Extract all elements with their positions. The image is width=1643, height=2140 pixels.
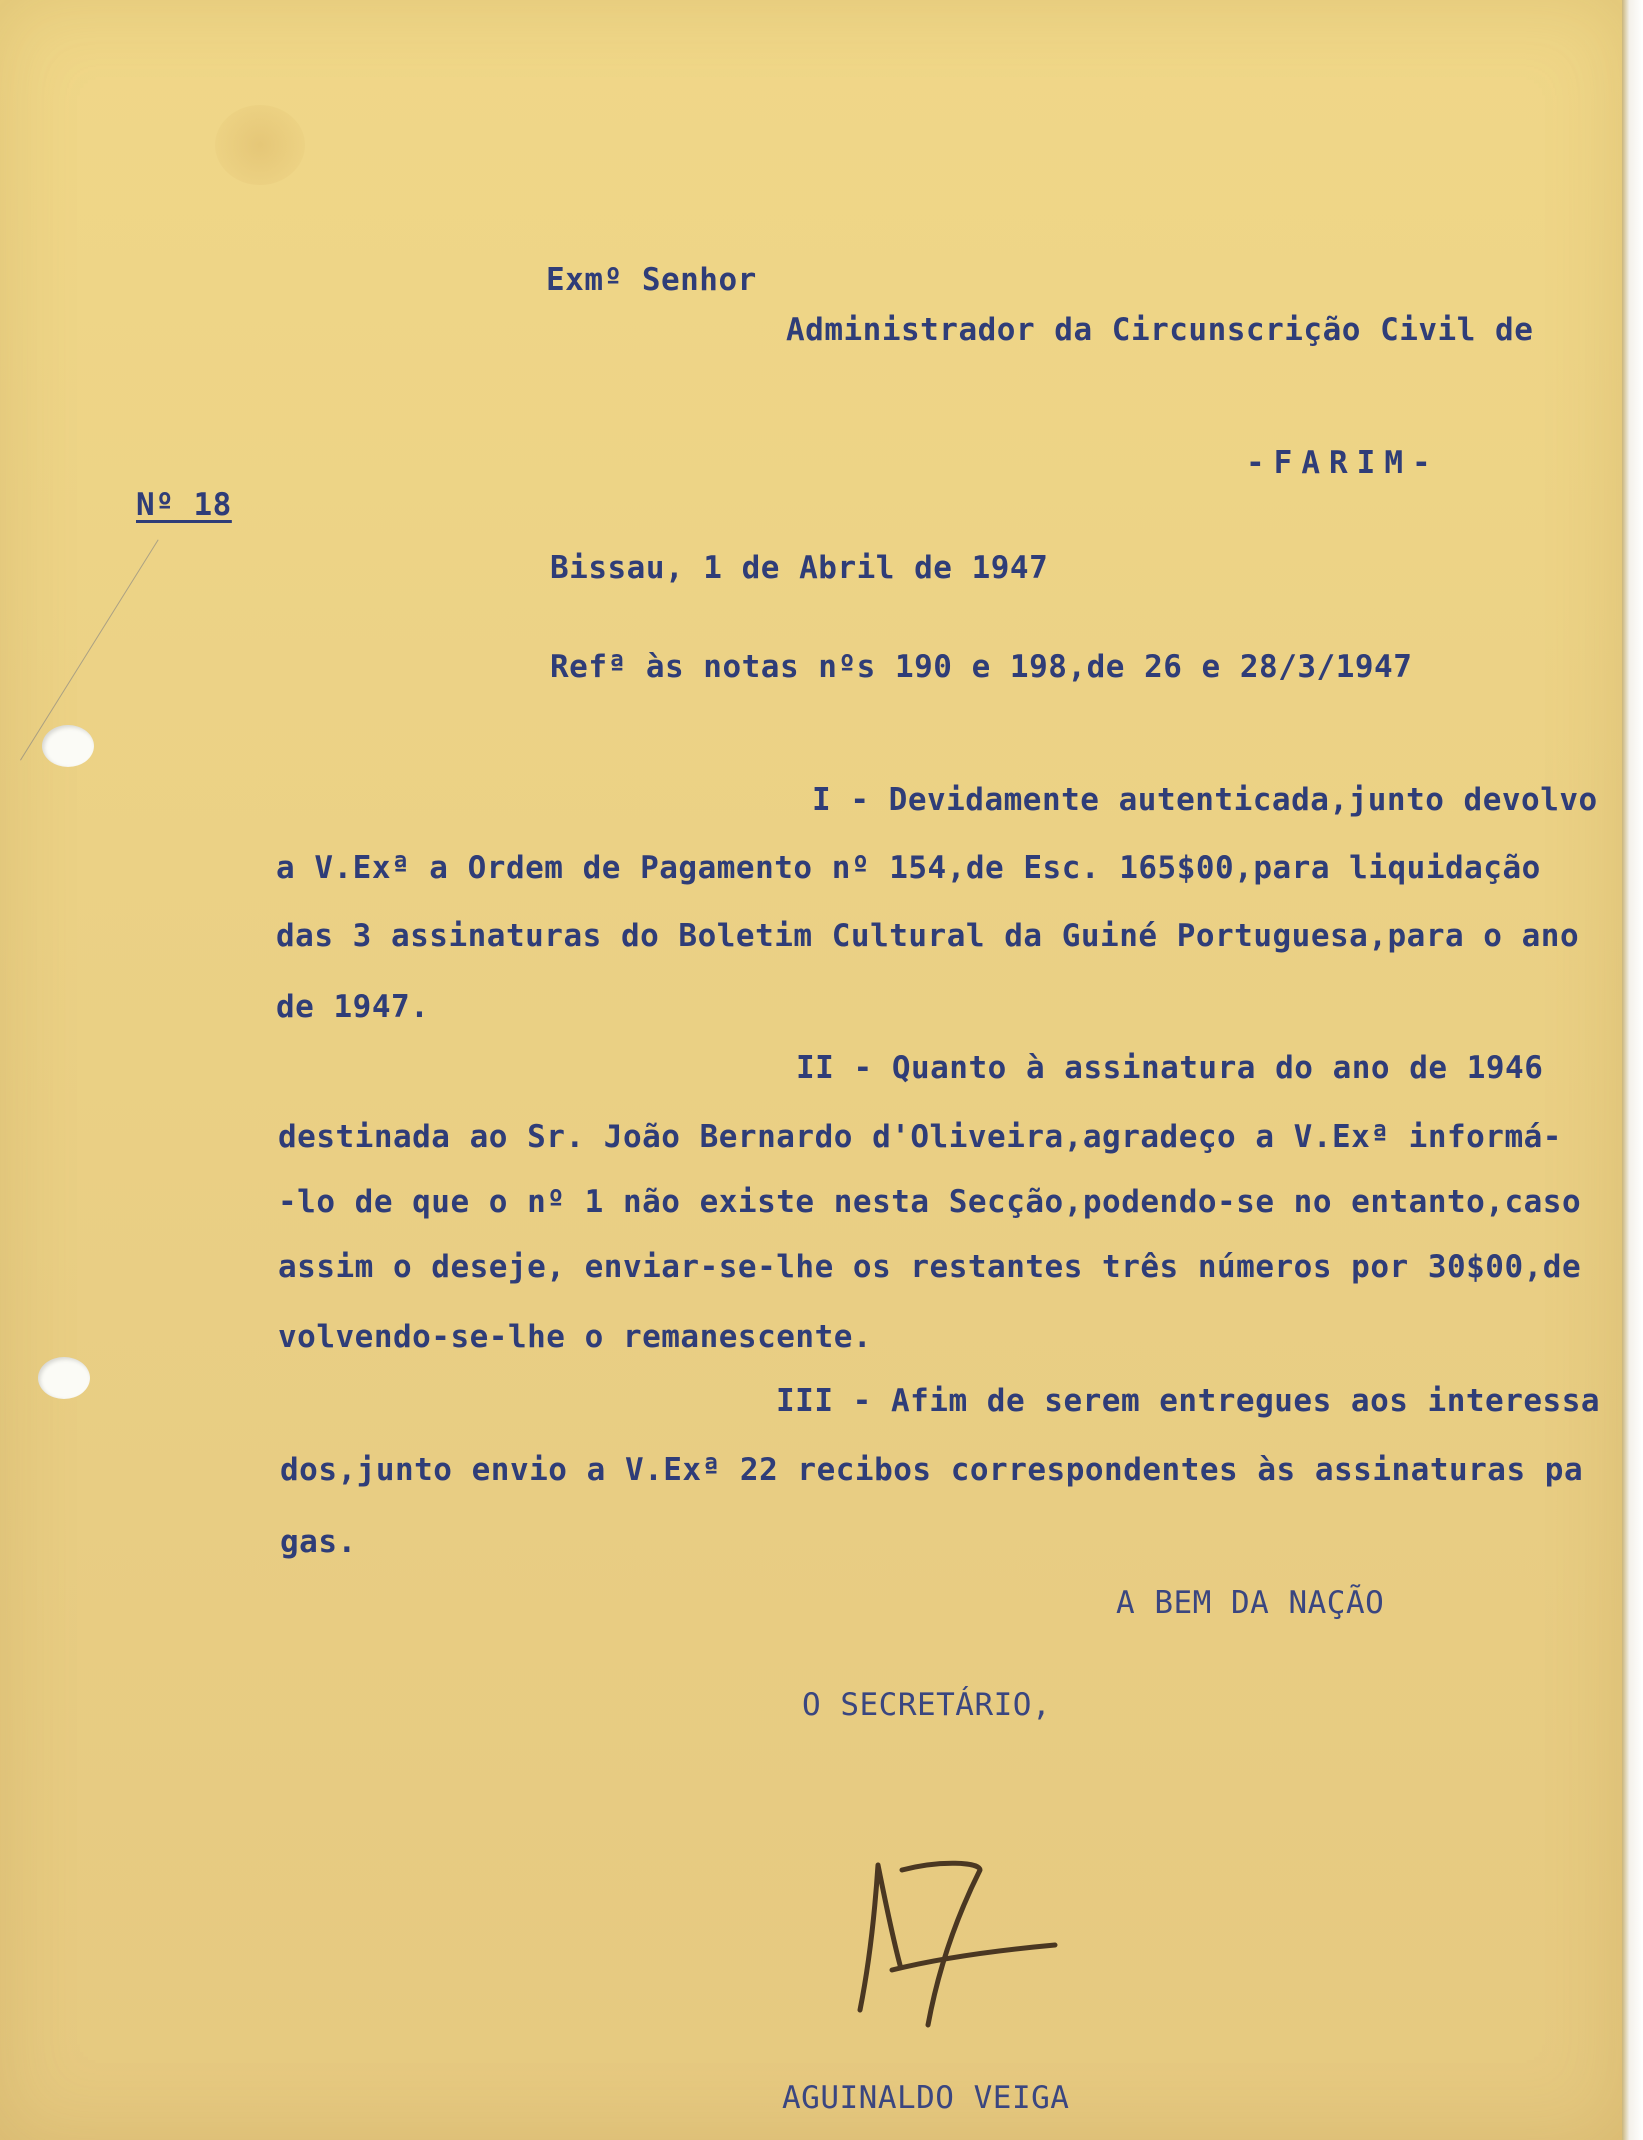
- body-line-1: I - Devidamente autenticada,junto devolvo: [812, 782, 1598, 818]
- body-line-4: de 1947.: [276, 989, 430, 1025]
- signature-icon: [830, 1840, 1060, 2040]
- punch-hole-bottom: [38, 1357, 90, 1399]
- reference-number: Nº 18: [136, 487, 232, 523]
- body-line-8: assim o deseje, enviar-se-lhe os restantes três números por 30$00,de: [278, 1249, 1582, 1285]
- closing: A BEM DA NAÇÃO: [1116, 1585, 1385, 1621]
- salutation: Exmº Senhor: [546, 262, 757, 298]
- punch-hole-top: [42, 725, 94, 767]
- reference-line: Refª às notas nºs 190 e 198,de 26 e 28/3/1947: [550, 649, 1413, 685]
- body-line-11: dos,junto envio a V.Exª 22 recibos correspondentes às assinaturas pa: [280, 1452, 1584, 1488]
- paper-stain: [215, 105, 305, 185]
- body-line-7: -lo de que o nº 1 não existe nesta Secção,podendo-se no entanto,caso: [278, 1184, 1582, 1220]
- date-line: Bissau, 1 de Abril de 1947: [550, 550, 1049, 586]
- place-name: -FARIM-: [1246, 445, 1440, 481]
- body-line-2: a V.Exª a Ordem de Pagamento nº 154,de Esc. 165$00,para liquidação: [276, 850, 1541, 886]
- page-edge: [1622, 0, 1643, 2140]
- body-line-10: III - Afim de serem entregues aos interessa: [776, 1383, 1601, 1419]
- signatory-title: O SECRETÁRIO,: [802, 1687, 1052, 1723]
- body-line-5: II - Quanto à assinatura do ano de 1946: [796, 1050, 1544, 1086]
- addressee: Administrador da Circunscrição Civil de: [786, 312, 1534, 348]
- body-line-6: destinada ao Sr. João Bernardo d'Oliveira,agradeço a V.Exª informá-: [278, 1119, 1562, 1155]
- body-line-3: das 3 assinaturas do Boletim Cultural da Guiné Portuguesa,para o ano: [276, 918, 1580, 954]
- body-line-12: gas.: [280, 1524, 357, 1560]
- signature-name: AGUINALDO VEIGA: [782, 2080, 1070, 2116]
- body-line-9: volvendo-se-lhe o remanescente.: [278, 1319, 873, 1355]
